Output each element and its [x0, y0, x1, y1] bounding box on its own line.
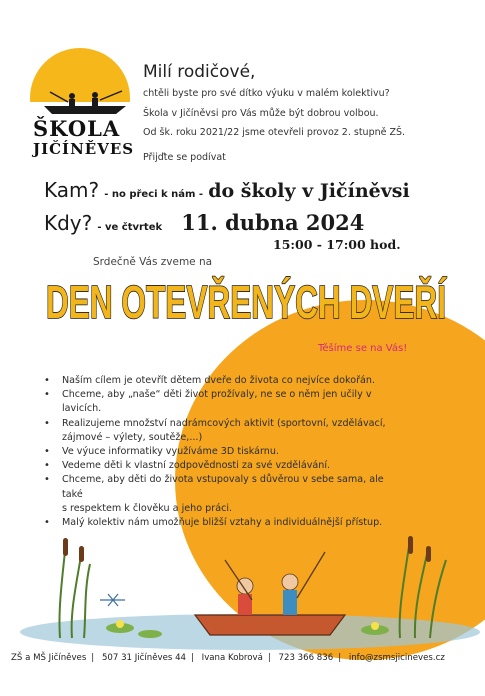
intro-line: Od šk. roku 2021/22 jsme otevřeli provoz 2. stupně ZŠ.	[143, 127, 406, 138]
list-item-text: Chceme, aby děti do života vstupovaly s důvěrou v sebe sama, ale také	[62, 474, 384, 500]
list-item: • Realizujeme množství nadrámcových aktivit (sportovní, vzdělávací,	[44, 417, 386, 429]
list-item: • Chceme, aby „naše“ děti život prožívaly, ne se o něm jen učily v lavicích.	[44, 389, 372, 415]
footer-org: ZŠ a MŠ Jičíněves	[11, 653, 87, 663]
where-value: do školy v Jičíněvsi	[208, 180, 410, 202]
when-note: - ve čtvrtek	[97, 222, 163, 233]
list-item-text: Ve výuce informatiky využíváme 3D tiskárnu.	[62, 446, 280, 458]
footer-phone: 723 366 836	[278, 653, 334, 663]
headline-banner	[36, 266, 456, 336]
list-item: • Ve výuce informatiky využíváme 3D tiskárnu.	[44, 446, 280, 458]
pond-illustration	[0, 520, 485, 650]
list-item-continuation	[38, 431, 398, 445]
when-line	[44, 210, 364, 235]
invite-text: Srdečně Vás zveme na	[93, 256, 213, 268]
footer-person: Ivana Kobrová	[201, 653, 263, 663]
logo-place-text: JIČÍNĚVES	[33, 140, 135, 158]
footer-address: 507 31 Jičíněves 44	[101, 653, 187, 663]
event-time: 15:00 - 17:00 hod.	[273, 237, 401, 252]
list-item: • Vedeme děti k vlastní zodpovědnosti za své vzdělávání.	[44, 460, 331, 472]
list-item-text: Chceme, aby „naše“ děti život prožívaly, ne se o něm jen učily v lavicích.	[62, 389, 372, 415]
looking-forward-text: Těšíme se na Vás!	[318, 343, 408, 354]
where-label: Kam?	[44, 178, 100, 202]
list-item-text: Naším cílem je otevřít dětem dveře do života co nejvíce dokořán.	[62, 375, 376, 386]
list-item: • Naším cílem je otevřít dětem dveře do života co nejvíce dokořán.	[44, 375, 376, 386]
logo-school-text: ŠKOLA	[33, 116, 121, 141]
when-label: Kdy?	[44, 211, 93, 235]
headline-text: DEN OTEVŘENÝCH DVEŘÍ	[46, 276, 447, 328]
list-item-text: s respektem k člověku a jeho práci.	[62, 502, 233, 514]
list-item-continuation	[38, 502, 398, 516]
list-item: • Malý kolektiv nám umožňuje bližší vztahy a individuálnější přístup.	[44, 517, 383, 529]
list-item-text: Realizujeme množství nadrámcových aktivit (sportovní, vzdělávací,	[62, 417, 386, 429]
footer: ZŠ a MŠ Jičíněves | 507 31 Jičíněves 44 | Ivana Kobrová | 723 366 836 | info@zsmsjicineves.cz	[6, 653, 450, 663]
boat-logo-icon	[40, 90, 130, 116]
intro-line: Přijďte se podívat	[143, 152, 226, 163]
intro-line: chtěli byste pro své dítko výuku v malém kolektivu?	[143, 88, 390, 99]
intro-line: Škola v Jičíněvsi pro Vás může být dobrou volbou.	[143, 108, 379, 119]
list-item-text: Malý kolektiv nám umožňuje bližší vztahy a individuálnější přístup.	[62, 517, 383, 529]
event-date: 11. dubna 2024	[181, 210, 365, 235]
benefits-list	[38, 374, 398, 530]
list-item: • Chceme, aby děti do života vstupovaly s důvěrou v sebe sama, ale také	[44, 474, 384, 500]
footer-email[interactable]: info@zsmsjicineves.cz	[348, 653, 445, 663]
list-item-text: zájmové – výlety, soutěže,...)	[62, 431, 203, 443]
where-line	[44, 178, 410, 202]
greeting: Milí rodičové,	[143, 62, 256, 82]
where-note: - no přeci k nám -	[104, 189, 204, 200]
list-item-text: Vedeme děti k vlastní zodpovědnosti za své vzdělávání.	[62, 460, 331, 472]
